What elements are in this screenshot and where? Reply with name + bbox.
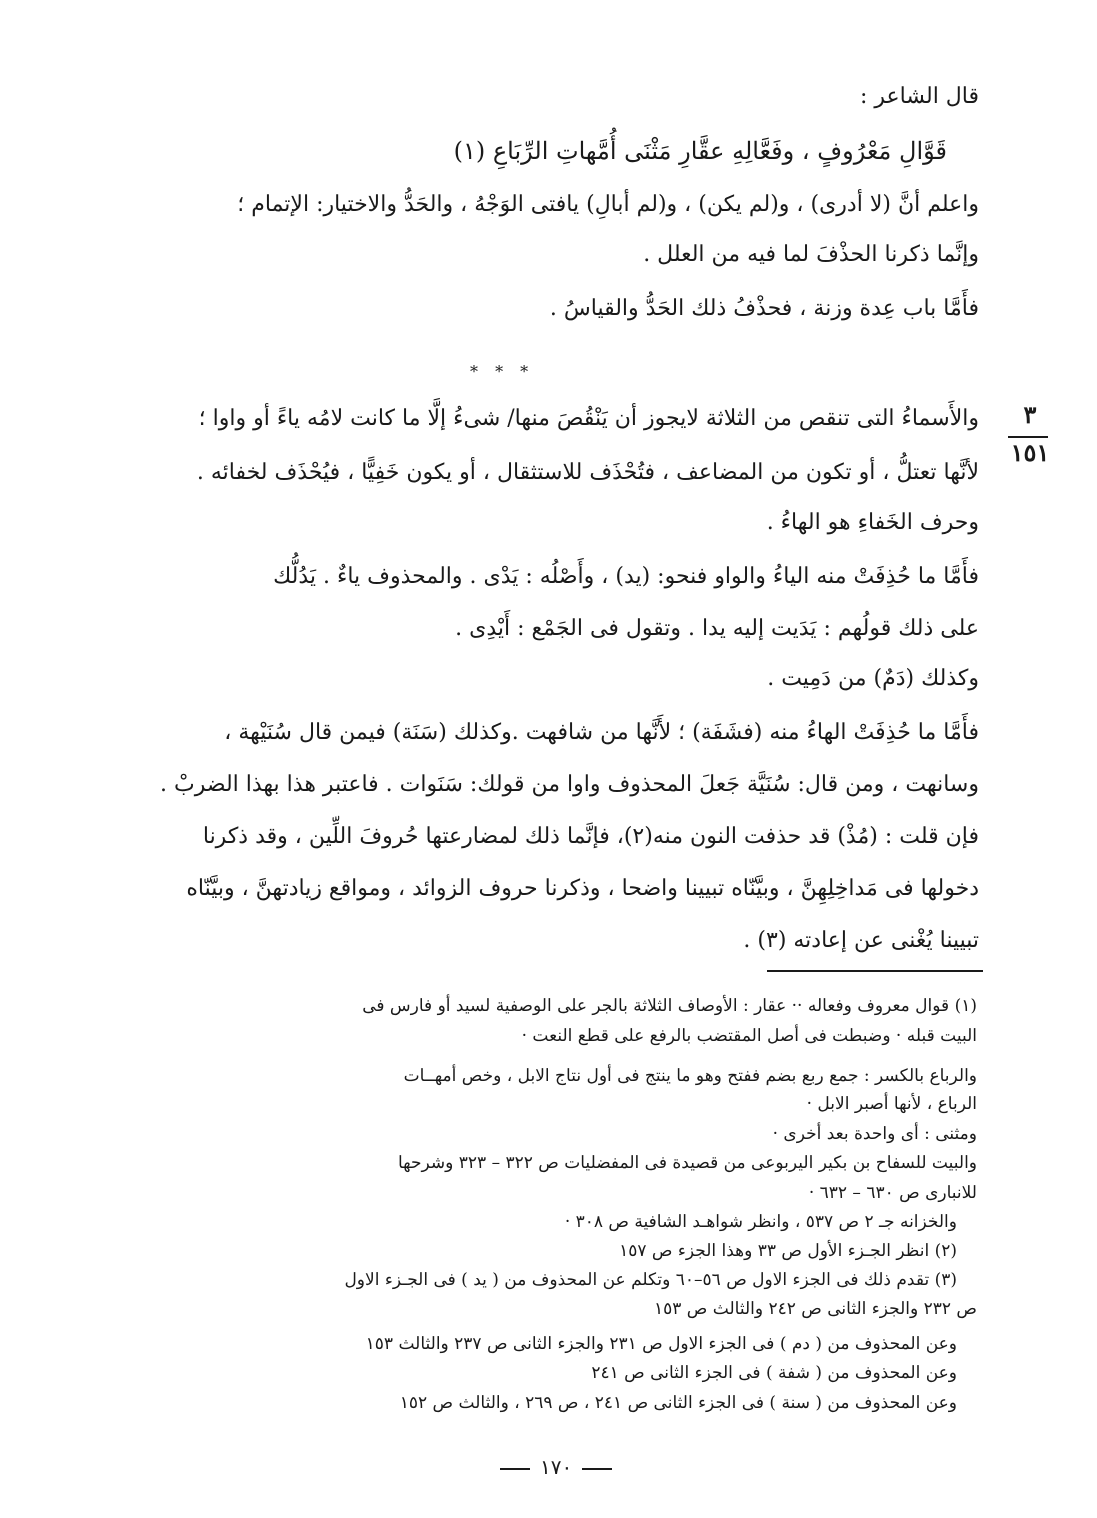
footnote-line: الرباع ، لأنها أصبر الابل · [806,1094,977,1114]
body-line: فأَمَّا باب عِدة وزنة ، فحذْفُ ذلك الحَدُّ والقياسُ . [549,296,979,321]
footnote-line: ص ٢٣٢ والجزء الثانى ص ٢٤٢ والثالث ص ١٥٣ [654,1299,977,1319]
body-line: والأَسماءُ التى تنقص من الثلاثة لايجوز أن يَنْقُصَ منها/ شىءُ إلَّا ما كانت لامُه ياءً أو واوا ؛ [198,406,979,431]
margin-reference-bottom: ١٥١ [1010,438,1050,467]
footnote-divider [767,970,983,972]
footnote-line: وعن المحذوف من ( سنة ) فى الجزء الثانى ص ٢٤١ ، ص ٢٦٩ ، والثالث ص ١٥٢ [399,1393,957,1413]
body-line: لأنَّها تعتلُّ ، أو تكون من المضاعف ، فتُحْذَف للاستثقال ، أو يكون خَفِيًّا ، فيُحْذَف لخفائه . [196,460,979,485]
footnote-line: (٢) انظر الجـزء الأول ص ٣٣ وهذا الجزء ص ١٥٧ [619,1241,957,1261]
footnote-line: والبيت للسفاح بن بكير اليربوعى من قصيدة فى المفضليات ص ٣٢٢ – ٣٢٣ وشرحها [398,1153,977,1173]
footnote-line: للانبارى ص ٦٣٠ – ٦٣٢ · [808,1183,977,1203]
footnote-line: وعن المحذوف من ( دم ) فى الجزء الاول ص ٢٣١ والجزء الثانى ص ٢٣٧ والثالث ١٥٣ [365,1334,957,1354]
body-line: وحرف الخَفاءِ هو الهاءُ . [766,510,979,535]
body-line: فأَمَّا ما حُذِفَتْ منه الياءُ والواو فنحو: (يد) ، وأَصْلُه : يَدْى . والمحذوف ياءٌ . يَدُلُّك [273,564,979,589]
body-line: تبيينا يُغْنى عن إعادته (٣) . [743,928,979,953]
body-line: دخولها فى مَداخِلِهِنَّ ، وبيَّنّاه تبيينا واضحا ، وذكرنا حروف الزوائد ، ومواقع زيادتهنَّ ، وبيَّنّاه [186,876,979,901]
body-line: فأَمَّا ما حُذِفَتْ الهاءُ منه (فشَفَة) ؛ لأَنَّها من شافهت .وكذلك (سَنَة) فيمن قال سُنَيْهة ، [224,720,979,745]
footnote-line: والخزانه جـ ٢ ص ٥٣٧ ، وانظر شواهـد الشافية ص ٣٠٨ · [564,1212,957,1232]
body-line: وسانهت ، ومن قال: سُنَيَّة جَعلَ المحذوف واوا من قولك: سَنَوات . فاعتبر هذا بهذا الضربْ . [160,772,979,797]
footnote-line: (٣) تقدم ذلك فى الجزء الاول ص ٥٦–٦٠ وتكلم عن المحذوف من ( يد ) فى الجـزء الاول [344,1270,957,1290]
body-line: على ذلك قولُهم : يَدَيت إليه يدا . وتقول فى الجَمْع : أَيْدِى . [455,616,979,641]
page-number-dash [582,1468,612,1470]
page-number-dash [500,1468,530,1470]
body-line: فإن قلت : (مُذْ) قد حذفت النون منه(٢)، فإنَّما ذلك لمضارعتها حُروفَ اللِّين ، وقد ذكرنا [202,824,979,849]
section-separator: * * * [470,362,535,381]
footnote-line: والرباع بالكسر : جمع ربع بضم ففتح وهو ما ينتج فى أول نتاج الابل ، وخص أمهــات [403,1066,977,1086]
poem-verse: قَوَّالِ مَعْرُوفٍ ، وفَعَّالِهِ عقَّارِ مَثْنَى أُمَّهاتِ الرِّبَاعِ (١) [453,137,947,165]
footnote-line: (١) قوال معروف وفعاله ·· عقار : الأوصاف الثلاثة بالجر على الوصفية لسيد أو فارس فى [362,996,977,1016]
body-line: وإنَّما ذكرنا الحذْفَ لما فيه من العلل . [643,242,979,267]
footnote-line: ومثنى : أى واحدة بعد أخرى · [772,1124,977,1144]
body-line: وكذلك (دَمٌ) من دَمِيت . [767,666,979,691]
poet-intro-line: قال الشاعر : [859,84,979,109]
footnote-line: البيت قبله · وضبطت فى أصل المقتضب بالرفع على قطع النعت · [521,1026,977,1046]
page-number-value: ١٧٠ [540,1455,573,1479]
body-line: واعلم أنَّ (لا أدرى) ، و(لم يكن) ، و(لم أبالِ) يافتى الوَجْهُ ، والحَدُّ والاختيار: الإتمام ؛ [237,192,979,217]
margin-reference-top: ٣ [1023,400,1037,429]
footnote-line: وعن المحذوف من ( شفة ) فى الجزء الثانى ص ٢٤١ [591,1363,957,1383]
page-number [490,1455,622,1479]
